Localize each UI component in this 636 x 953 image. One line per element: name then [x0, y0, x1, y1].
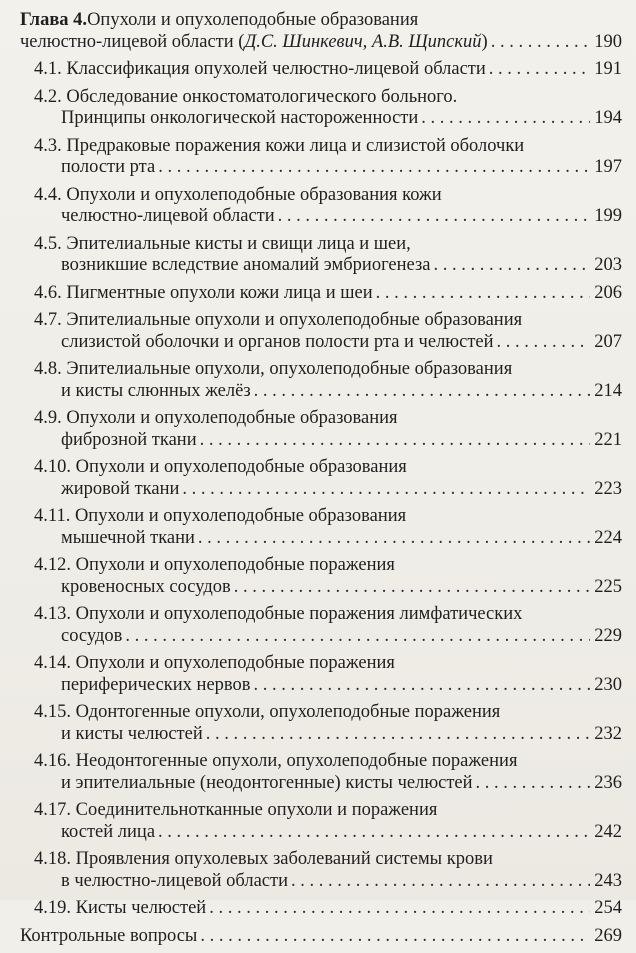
leader-dots	[497, 332, 590, 354]
toc-entry-title: 4.14. Опухоли и опухолеподобные поражения	[34, 653, 395, 673]
toc-entry[interactable]	[20, 59, 622, 81]
leader-dots	[421, 108, 590, 130]
toc-entry[interactable]	[20, 653, 622, 696]
table-of-contents	[20, 10, 622, 953]
page-number: 269	[594, 925, 622, 946]
toc-entry[interactable]	[20, 359, 622, 402]
page-number: 229	[594, 625, 622, 646]
leader-dots	[158, 822, 590, 844]
toc-entry-title: 4.18. Проявления опухолевых заболеваний системы крови	[34, 849, 493, 869]
toc-entry-title: 4.16. Неодонтогенные опухоли, опухолеподобные поражения	[34, 751, 518, 771]
page-number: 206	[594, 282, 622, 303]
toc-entry-title: 4.12. Опухоли и опухолеподобные поражения	[34, 555, 395, 575]
toc-entry-title: 4.15. Одонтогенные опухоли, опухолеподобные поражения	[34, 702, 501, 722]
toc-entry[interactable]	[20, 800, 622, 843]
toc-entry[interactable]	[20, 849, 622, 892]
leader-dots	[158, 157, 590, 179]
toc-entry-title: периферических нервов	[61, 674, 251, 695]
toc-entry-title: 4.13. Опухоли и опухолеподобные поражения лимфатических	[34, 604, 523, 624]
toc-entry[interactable]	[20, 283, 622, 305]
toc-entry-title: костей лица	[61, 821, 156, 842]
toc-entries	[20, 59, 622, 920]
toc-entry-title: челюстно-лицевой области	[61, 206, 275, 226]
page-number: 224	[594, 527, 622, 548]
toc-entry-title: фиброзной ткани	[61, 429, 197, 450]
toc-entry[interactable]	[20, 457, 622, 500]
toc-entry-title: 4.8. Эпителиальные опухоли, опухолеподобные образования	[34, 359, 513, 379]
toc-entry-title: слизистой оболочки и органов полости рта и челюстей	[61, 331, 494, 352]
page-number: 214	[594, 380, 622, 401]
leader-dots	[254, 675, 590, 697]
leader-dots	[198, 528, 590, 550]
leader-dots	[182, 479, 590, 501]
toc-entry[interactable]	[20, 555, 622, 598]
toc-entry-control-questions[interactable]	[20, 926, 622, 948]
toc-entry-title: кровеносных сосудов	[61, 576, 231, 597]
page-number: 243	[594, 870, 622, 891]
leader-dots	[200, 926, 590, 948]
page-number: 191	[594, 59, 622, 79]
toc-entry-title: 4.7. Эпителиальные опухоли и опухолеподобные образования	[34, 310, 523, 330]
page-number: 221	[594, 429, 622, 450]
leader-dots	[291, 871, 590, 893]
page-number: 203	[594, 255, 622, 275]
toc-entry[interactable]	[20, 898, 622, 920]
toc-entry[interactable]	[20, 751, 622, 794]
toc-entry-title: и кисты слюнных желёз	[61, 380, 251, 401]
toc-entry-title: Контрольные вопросы	[20, 925, 198, 946]
leader-dots	[206, 724, 590, 746]
chapter-label: Глава 4.	[20, 10, 88, 30]
toc-entry[interactable]	[20, 702, 622, 745]
toc-entry-title: жировой ткани	[61, 478, 180, 499]
leader-dots	[476, 773, 590, 795]
toc-entry-title: 4.3. Предраковые поражения кожи лица и слизистой оболочки	[34, 135, 525, 156]
page-number: 197	[594, 157, 622, 177]
page-number: 190	[594, 31, 622, 52]
toc-entry-title: 4.5. Эпителиальные кисты и свищи лица и шеи,	[34, 233, 411, 254]
page-number: 232	[594, 723, 622, 744]
leader-dots	[491, 32, 590, 54]
page-number: 230	[594, 674, 622, 695]
toc-entry[interactable]	[20, 506, 622, 549]
toc-entry-title: полости рта	[61, 157, 156, 177]
toc-entry-title: Принципы онкологической настороженности	[61, 108, 419, 128]
page-number: 225	[594, 576, 622, 597]
leader-dots	[254, 381, 590, 403]
toc-entry[interactable]	[20, 310, 622, 353]
toc-entry-title: сосудов	[61, 625, 123, 646]
toc-entry-title: 4.9. Опухоли и опухолеподобные образования	[34, 408, 398, 428]
toc-entry-title: 4.11. Опухоли и опухолеподобные образования	[34, 506, 407, 526]
chapter-title-line1: Опухоли и опухолеподобные образования	[87, 10, 419, 30]
chapter-heading[interactable]	[20, 10, 622, 53]
toc-entry-title: 4.2. Обследование онкостоматологического больного.	[34, 86, 458, 107]
toc-entry-title: 4.10. Опухоли и опухолеподобные образования	[34, 457, 407, 477]
page-number: 207	[594, 331, 622, 352]
chapter-title-line2: челюстно-лицевой области (Д.С. Шинкевич, А.В. Щипский)	[20, 31, 488, 52]
toc-entry[interactable]	[20, 234, 622, 277]
toc-entry-title: 4.17. Соединительнотканные опухоли и поражения	[34, 800, 438, 820]
leader-dots	[376, 283, 590, 305]
page-number: 242	[594, 821, 622, 842]
leader-dots	[125, 626, 590, 648]
leader-dots	[489, 59, 590, 81]
page-number: 194	[594, 108, 622, 128]
toc-entry-title: 4.1. Классификация опухолей челюстно-лицевой области	[34, 59, 486, 79]
toc-entry[interactable]	[20, 87, 622, 130]
leader-dots	[278, 206, 590, 228]
toc-entry[interactable]	[20, 185, 622, 228]
page-number: 254	[594, 898, 622, 918]
page-number: 199	[594, 206, 622, 226]
page-number: 223	[594, 478, 622, 499]
toc-entry[interactable]	[20, 136, 622, 179]
toc-entry-title: в челюстно-лицевой области	[61, 870, 289, 891]
toc-entry[interactable]	[20, 604, 622, 647]
leader-dots	[209, 898, 590, 920]
leader-dots	[434, 255, 591, 277]
leader-dots	[200, 430, 590, 452]
toc-entry[interactable]	[20, 408, 622, 451]
toc-entry-title: и эпителиальные (неодонтогенные) кисты челюстей	[61, 772, 473, 793]
toc-entry-title: 4.4. Опухоли и опухолеподобные образования кожи	[34, 184, 442, 205]
leader-dots	[234, 577, 590, 599]
toc-entry-title: мышечной ткани	[61, 527, 195, 548]
toc-entry-title: возникшие вследствие аномалий эмбриогенеза	[61, 255, 431, 275]
toc-entry-title: и кисты челюстей	[61, 723, 203, 744]
page-number: 236	[594, 772, 622, 793]
toc-entry-title: 4.6. Пигментные опухоли кожи лица и шеи	[34, 282, 373, 303]
chapter-authors: Д.С. Шинкевич, А.В. Щипский	[244, 31, 482, 52]
toc-entry-title: 4.19. Кисты челюстей	[34, 898, 207, 918]
